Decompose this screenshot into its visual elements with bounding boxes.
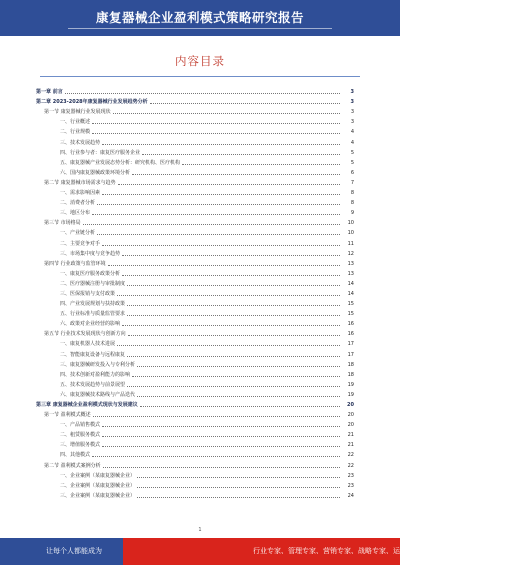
toc-entry[interactable]: [36, 378, 354, 388]
toc-entry-title: 四、产业发展规划与扶持政策: [60, 301, 126, 308]
toc-entry-page: 22: [347, 452, 354, 459]
dot-leader: [127, 305, 340, 306]
dot-leader: [108, 265, 340, 266]
dot-leader: [102, 446, 340, 447]
toc-entry-page: 3: [350, 119, 354, 126]
table-of-contents: [36, 85, 354, 499]
dot-leader: [97, 204, 340, 205]
toc-entry-title: 第二节 盈利模式案例分析: [44, 462, 101, 469]
toc-entry-page: 23: [347, 482, 354, 489]
toc-entry-page: 18: [347, 371, 354, 378]
toc-heading: 内容目录: [175, 54, 225, 68]
toc-heading-divider: [40, 76, 360, 77]
toc-entry[interactable]: [36, 479, 354, 489]
toc-entry-page: 15: [347, 311, 354, 318]
footer-right-panel: [123, 538, 435, 565]
toc-entry-page: 7: [350, 179, 354, 186]
dot-leader: [102, 144, 340, 145]
dot-leader: [127, 356, 340, 357]
toc-entry-title: 三、地区分布: [60, 210, 91, 217]
toc-entry[interactable]: [36, 317, 354, 327]
toc-entry[interactable]: [36, 368, 354, 378]
dot-leader: [117, 345, 340, 346]
toc-entry-title: 六、政策对企业经营的影响: [60, 321, 121, 328]
toc-entry[interactable]: [36, 196, 354, 206]
toc-entry[interactable]: [36, 156, 354, 166]
header-banner: [0, 0, 400, 36]
dot-leader: [132, 376, 340, 377]
dot-leader: [118, 184, 340, 185]
toc-entry[interactable]: [36, 398, 354, 408]
dot-leader: [102, 426, 340, 427]
dot-leader: [127, 285, 340, 286]
toc-entry-page: 14: [347, 280, 354, 287]
toc-entry[interactable]: [36, 297, 354, 307]
dot-leader: [92, 133, 340, 134]
toc-entry-title: 六、康复器械技术路线与产品迭代: [60, 391, 136, 398]
toc-entry-title: 一、康复医疗服务政策分析: [60, 270, 121, 277]
toc-entry[interactable]: [36, 277, 354, 287]
toc-entry-page: 9: [350, 210, 354, 217]
toc-entry-title: 一、产业链分析: [60, 230, 96, 237]
toc-entry-page: 13: [347, 260, 354, 267]
toc-entry[interactable]: [36, 489, 354, 499]
dot-leader: [83, 224, 340, 225]
toc-entry-page: 20: [347, 412, 354, 419]
toc-entry[interactable]: [36, 448, 354, 458]
toc-entry[interactable]: [36, 438, 354, 448]
dot-leader: [92, 214, 340, 215]
footer-slogan: 让每个人都能成为: [46, 547, 102, 555]
toc-entry[interactable]: [36, 458, 354, 468]
toc-entry[interactable]: [36, 135, 354, 145]
toc-entry-page: 8: [350, 190, 354, 197]
toc-entry-page: 19: [347, 391, 354, 398]
footer-left-panel: [0, 538, 123, 565]
toc-entry[interactable]: [36, 287, 354, 297]
toc-entry-page: 20: [347, 402, 354, 408]
dot-leader: [103, 467, 340, 468]
footer-ticker: 行业专家、管理专家、营销专家、战略专家、运营专家……: [253, 547, 435, 555]
dot-leader: [140, 406, 340, 407]
toc-entry-page: 12: [347, 250, 354, 257]
dot-leader: [137, 487, 340, 488]
toc-entry-title: 一、产品销售模式: [60, 422, 101, 429]
dot-leader: [122, 275, 340, 276]
toc-entry[interactable]: [36, 337, 354, 347]
toc-entry-title: 一、需求影响因素: [60, 190, 101, 197]
toc-entry-title: 四、其他模式: [60, 452, 91, 459]
toc-entry[interactable]: [36, 95, 354, 105]
toc-entry-title: 二、医疗器械注册与审批制度: [60, 280, 126, 287]
toc-entry-page: 14: [347, 290, 354, 297]
toc-entry-title: 二、行业规模: [60, 129, 91, 136]
toc-entry-page: 17: [347, 351, 354, 358]
dot-leader: [93, 416, 340, 417]
toc-entry-title: 二、租赁服务模式: [60, 432, 101, 439]
toc-entry-page: 16: [347, 321, 354, 328]
dot-leader: [102, 436, 340, 437]
toc-entry[interactable]: [36, 307, 354, 317]
toc-entry[interactable]: [36, 216, 354, 226]
report-title: 康复器械企业盈利模式策略研究报告: [95, 10, 304, 25]
toc-entry[interactable]: [36, 115, 354, 125]
toc-entry-page: 8: [350, 200, 354, 207]
dot-leader: [137, 366, 340, 367]
dot-leader: [102, 194, 340, 195]
page-number: 1: [198, 527, 202, 533]
dot-leader: [122, 255, 340, 256]
toc-entry-title: 一、行业概述: [60, 119, 91, 126]
toc-entry[interactable]: [36, 206, 354, 216]
toc-entry-page: 5: [350, 149, 354, 156]
toc-entry-title: 三、市场集中度与竞争趋势: [60, 250, 121, 257]
toc-entry-title: 一、企业案例（某康复器械企业）: [60, 472, 136, 479]
toc-entry-title: 四、技术创新对盈利能力的影响: [60, 371, 131, 378]
toc-entry-title: 第二章 2023-2028年康复器械行业发展趋势分析: [36, 99, 148, 106]
toc-entry-title: 第五节 行业技术发展现状与创新方向: [44, 331, 126, 338]
toc-entry-page: 13: [347, 270, 354, 277]
toc-entry-title: 五、技术发展趋势与前景展望: [60, 381, 126, 388]
toc-entry[interactable]: [36, 267, 354, 277]
toc-entry-title: 二、主要竞争对手: [60, 240, 101, 247]
toc-entry[interactable]: [36, 347, 354, 357]
toc-entry[interactable]: [36, 257, 354, 267]
toc-entry-page: 20: [347, 422, 354, 429]
toc-entry-page: 18: [347, 361, 354, 368]
toc-entry-title: 第一节 康复器械行业发展现状: [44, 109, 111, 116]
toc-entry-page: 10: [347, 220, 354, 227]
toc-entry[interactable]: [36, 146, 354, 156]
toc-entry-title: 第三节 市场格局: [44, 220, 81, 227]
toc-entry-page: 3: [350, 89, 354, 96]
toc-entry[interactable]: [36, 327, 354, 337]
toc-entry-title: 三、企业案例（某康复器械企业）: [60, 492, 136, 499]
toc-entry-page: 15: [347, 301, 354, 308]
toc-entry-title: 四、行业参与者：康复医疗服务企业: [60, 149, 141, 156]
dot-leader: [182, 164, 340, 165]
toc-entry-title: 第四节 行业政策与监管环境: [44, 260, 106, 267]
toc-entry[interactable]: [36, 247, 354, 257]
toc-entry-page: 21: [347, 442, 354, 449]
dot-leader: [137, 396, 340, 397]
dot-leader: [132, 174, 340, 175]
dot-leader: [142, 154, 340, 155]
toc-entry-title: 三、技术发展趋势: [60, 139, 101, 146]
toc-entry-page: 16: [347, 331, 354, 338]
toc-entry-title: 第二节 康复器械市场需求与趋势: [44, 179, 116, 186]
toc-entry-title: 三、医保报销与支付政策: [60, 290, 116, 297]
toc-entry[interactable]: [36, 125, 354, 135]
toc-entry-title: 五、康复器械产业发展态势分析：研究机构、医疗机构: [60, 159, 181, 166]
toc-entry-page: 19: [347, 381, 354, 388]
toc-entry-title: 一、康复机器人技术进展: [60, 341, 116, 348]
dot-leader: [102, 245, 340, 246]
footer-band: [0, 538, 435, 565]
dot-leader: [127, 315, 340, 316]
dot-leader: [128, 335, 340, 336]
toc-entry-title: 第一节 盈利模式概述: [44, 412, 91, 419]
toc-entry[interactable]: [36, 85, 354, 95]
toc-entry[interactable]: [36, 428, 354, 438]
dot-leader: [92, 123, 340, 124]
toc-entry-page: 4: [350, 139, 354, 146]
toc-entry-page: 11: [347, 240, 354, 247]
toc-entry-page: 5: [350, 159, 354, 166]
dot-leader: [137, 477, 340, 478]
toc-entry-title: 三、康复器械研发投入与专利分析: [60, 361, 136, 368]
toc-entry-title: 二、智能康复设备与远程康复: [60, 351, 126, 358]
toc-entry[interactable]: [36, 226, 354, 236]
dot-leader: [113, 113, 340, 114]
toc-entry-title: 二、消费者分析: [60, 200, 96, 207]
toc-entry-page: 24: [347, 492, 354, 499]
toc-entry-page: 21: [347, 432, 354, 439]
toc-entry-title: 三、增值服务模式: [60, 442, 101, 449]
toc-entry-title: 五、行业标准与质量监管要求: [60, 311, 126, 318]
dot-leader: [150, 103, 340, 104]
toc-entry-page: 10: [347, 230, 354, 237]
header-divider: [68, 28, 332, 29]
toc-entry-title: 第一章 前言: [36, 89, 63, 96]
toc-entry-page: 6: [350, 169, 354, 176]
toc-entry[interactable]: [36, 166, 354, 176]
toc-entry-page: 3: [350, 109, 354, 116]
toc-entry-page: 22: [347, 462, 354, 469]
toc-entry[interactable]: [36, 408, 354, 418]
toc-entry-title: 六、国内康复器械政策环境分析: [60, 169, 131, 176]
toc-entry-page: 3: [350, 99, 354, 106]
toc-entry[interactable]: [36, 358, 354, 368]
toc-entry-page: 17: [347, 341, 354, 348]
toc-entry-title: 第三章 康复器械企业盈利模式现状与发展建议: [36, 402, 138, 408]
toc-entry-page: 23: [347, 472, 354, 479]
toc-entry-page: 4: [350, 129, 354, 136]
dot-leader: [122, 325, 340, 326]
toc-entry-title: 二、企业案例（某康复器械企业）: [60, 482, 136, 489]
toc-entry[interactable]: [36, 236, 354, 246]
toc-entry[interactable]: [36, 186, 354, 196]
toc-entry[interactable]: [36, 105, 354, 115]
toc-entry[interactable]: [36, 388, 354, 398]
dot-leader: [65, 93, 340, 94]
dot-leader: [97, 234, 340, 235]
dot-leader: [117, 295, 340, 296]
toc-entry[interactable]: [36, 418, 354, 428]
toc-entry[interactable]: [36, 469, 354, 479]
dot-leader: [92, 456, 340, 457]
toc-entry[interactable]: [36, 176, 354, 186]
dot-leader: [137, 497, 340, 498]
dot-leader: [127, 386, 340, 387]
